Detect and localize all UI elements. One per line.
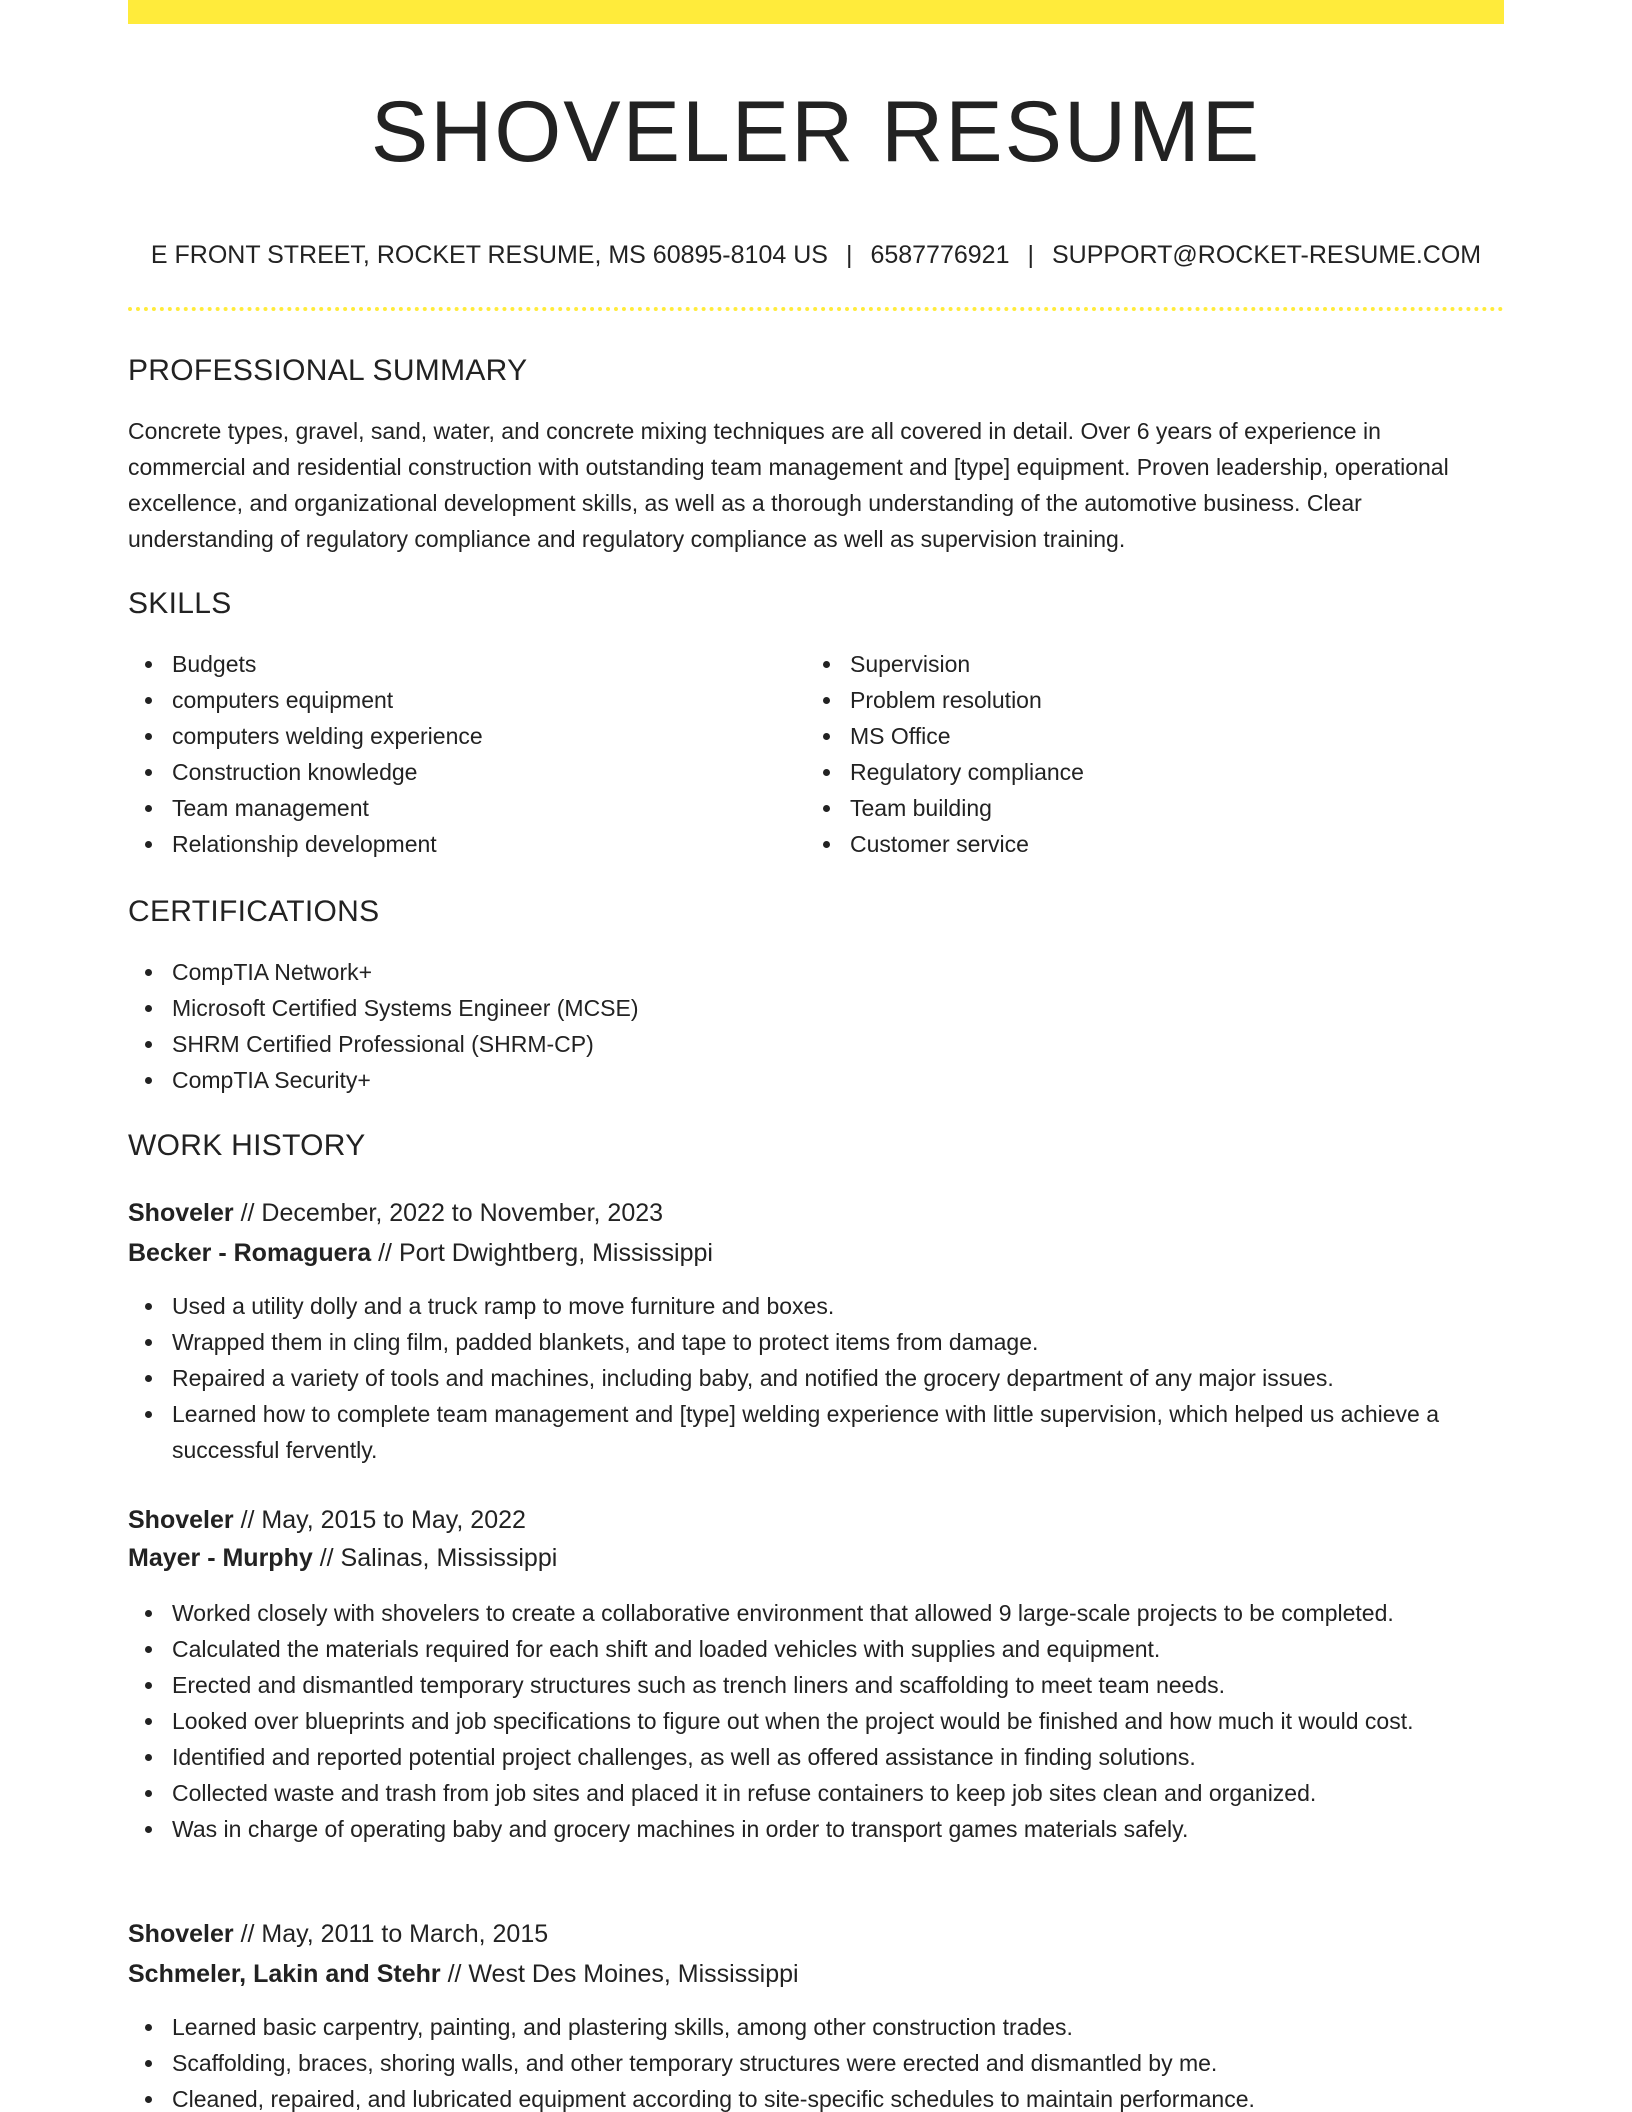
job-duties-list: [128, 1288, 1504, 1468]
skill-item: MS Office: [806, 718, 1466, 754]
job-duty-item: Calculated the materials required for each shift and loaded vehicles with supplies and equipment.: [128, 1631, 1504, 1667]
job-location: // Port Dwightberg, Mississippi: [378, 1239, 713, 1267]
job-company-line: [128, 1956, 799, 1992]
contact-separator: |: [1027, 241, 1034, 269]
skill-item: Team building: [806, 790, 1466, 826]
job-duty-item: Was in charge of operating baby and grocery machines in order to transport games materials safely.: [128, 1811, 1504, 1847]
job-company: Mayer - Murphy: [128, 1544, 313, 1572]
contact-line: [128, 238, 1504, 272]
skill-item: Customer service: [806, 826, 1466, 862]
skills-heading: SKILLS: [128, 587, 232, 620]
accent-bar: [128, 0, 1504, 24]
contact-address: E FRONT STREET, ROCKET RESUME, MS 60895-8104 US: [150, 241, 828, 269]
job-title-line: [128, 1195, 663, 1231]
job-duties-list: [128, 1595, 1504, 1847]
skill-item: Supervision: [806, 646, 1466, 682]
contact-email: SUPPORT@ROCKET-RESUME.COM: [1051, 241, 1482, 269]
certification-item: CompTIA Network+: [128, 954, 1504, 990]
job-duty-item: Wrapped them in cling film, padded blankets, and tape to protect items from damage.: [128, 1324, 1504, 1360]
header-divider: [128, 307, 1504, 311]
job-duty-item: Identified and reported potential project challenges, as well as offered assistance in finding solutions.: [128, 1739, 1504, 1775]
job-location: // Salinas, Mississippi: [319, 1544, 558, 1572]
job-company: Schmeler, Lakin and Stehr: [128, 1960, 441, 1988]
contact-separator: |: [845, 241, 853, 269]
resume-page: [128, 0, 1504, 2112]
skills-list-left: [128, 646, 788, 862]
certifications-list: [128, 954, 1504, 1098]
skill-item: Budgets: [128, 646, 788, 682]
certification-item: SHRM Certified Professional (SHRM-CP): [128, 1026, 1504, 1062]
job-duty-item: Cleaned, repaired, and lubricated equipment according to site-specific schedules to maintain performance.: [128, 2081, 1504, 2112]
skills-list-right: [806, 646, 1466, 862]
work-history-heading: WORK HISTORY: [128, 1129, 366, 1162]
contact-phone: 6587776921: [870, 241, 1010, 269]
skill-item: Team management: [128, 790, 788, 826]
job-duty-item: Used a utility dolly and a truck ramp to move furniture and boxes.: [128, 1288, 1504, 1324]
job-company-line: [128, 1540, 557, 1576]
summary-heading: PROFESSIONAL SUMMARY: [128, 354, 528, 387]
job-dates: // December, 2022 to November, 2023: [240, 1199, 664, 1227]
job-dates: // May, 2015 to May, 2022: [240, 1506, 526, 1534]
job-duty-item: Scaffolding, braces, shoring walls, and other temporary structures were erected and dismantled by me.: [128, 2045, 1504, 2081]
summary-text: Concrete types, gravel, sand, water, and concrete mixing techniques are all covered in detail. Over 6 years of experience in commercial and residential construction with outstanding team management and [type] equipment. Proven leadership, operational excellence, and organizational development skills, as well as a thorough understanding of the automotive business. Clear understanding of regulatory compliance and regulatory compliance as well as supervision training.: [128, 418, 1449, 552]
certification-item: CompTIA Security+: [128, 1062, 1504, 1098]
certification-item: Microsoft Certified Systems Engineer (MCSE): [128, 990, 1504, 1026]
job-title: Shoveler: [128, 1920, 234, 1948]
job-duty-item: Looked over blueprints and job specifications to figure out when the project would be finished and how much it would cost.: [128, 1703, 1504, 1739]
job-company-line: [128, 1235, 713, 1271]
skill-item: computers welding experience: [128, 718, 788, 754]
job-title-line: [128, 1916, 548, 1952]
job-duty-item: Learned basic carpentry, painting, and plastering skills, among other construction trades.: [128, 2009, 1504, 2045]
job-duty-item: Learned how to complete team management and [type] welding experience with little supervision, which helped us achieve a successful fervently.: [128, 1396, 1504, 1468]
job-title-line: [128, 1502, 526, 1538]
page-title: SHOVELER RESUME: [370, 84, 1262, 180]
job-duty-item: Repaired a variety of tools and machines, including baby, and notified the grocery department of any major issues.: [128, 1360, 1504, 1396]
job-duties-list: [128, 2009, 1504, 2112]
job-dates: // May, 2011 to March, 2015: [240, 1920, 549, 1948]
job-company: Becker - Romaguera: [128, 1239, 372, 1267]
certifications-heading: CERTIFICATIONS: [128, 895, 380, 928]
skill-item: Regulatory compliance: [806, 754, 1466, 790]
skill-item: Construction knowledge: [128, 754, 788, 790]
job-duty-item: Erected and dismantled temporary structures such as trench liners and scaffolding to meet team needs.: [128, 1667, 1504, 1703]
skill-item: Relationship development: [128, 826, 788, 862]
job-title: Shoveler: [128, 1199, 234, 1227]
job-title: Shoveler: [128, 1506, 234, 1534]
job-duty-item: Collected waste and trash from job sites and placed it in refuse containers to keep job sites clean and organized.: [128, 1775, 1504, 1811]
job-location: // West Des Moines, Mississippi: [447, 1960, 799, 1988]
job-duty-item: Worked closely with shovelers to create a collaborative environment that allowed 9 large-scale projects to be completed.: [128, 1595, 1504, 1631]
skill-item: Problem resolution: [806, 682, 1466, 718]
skill-item: computers equipment: [128, 682, 788, 718]
